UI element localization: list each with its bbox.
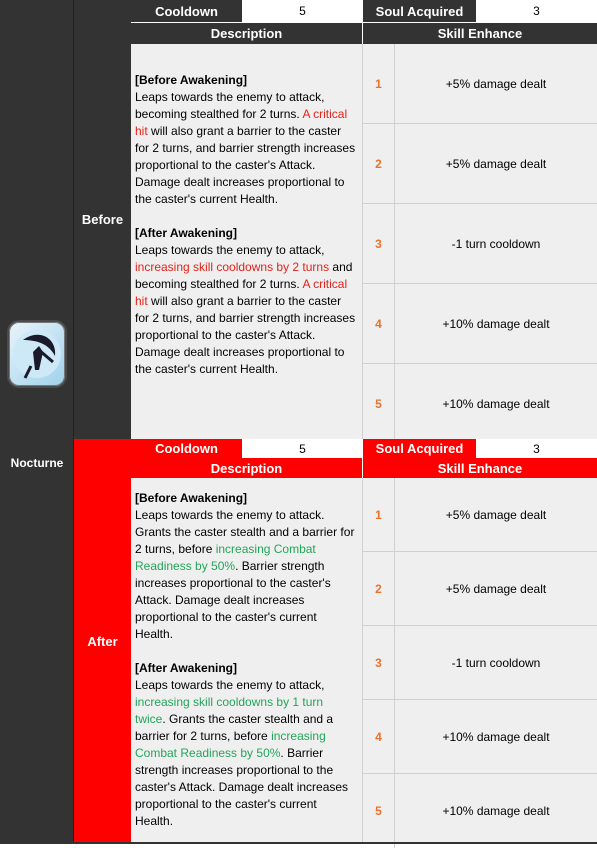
description-text [131,478,363,844]
cooldown-value: 5 [242,0,363,22]
soul-acquired-value: 3 [476,0,597,22]
before-awakening-text: Leaps towards the enemy to attack, becoming stealthed for 2 turns. A critical hit will also grant a barrier to the caster for 2 turns, and barrier strength increases proportional to the caster's Attack. Damage dealt increases proportional to the caster's current Health. [135,90,356,206]
enhance-effect: +5% damage dealt [445,156,547,171]
nocturne-hero-icon [7,320,67,388]
after-awakening-heading: [After Awakening] [135,226,238,240]
section-label-after: After [74,439,131,844]
enhance-row [363,700,597,774]
before-awakening-text: Leaps towards the enemy to attack. Grants the caster stealth and a barrier for 2 turns, before increasing Combat Readiness by 50%. Barrier strength increases proportional to the caster's Attack. Damage dealt increases proportional to the caster's current Health. [135,508,355,641]
enhance-row [363,774,597,848]
enhance-level: 4 [363,700,395,773]
enhance-level: 1 [363,44,395,123]
cooldown-header: Cooldown [131,439,242,458]
before-awakening-heading: [Before Awakening] [135,491,248,505]
soul-acquired-header: Soul Acquired [363,439,476,458]
soul-acquired-value: 3 [476,439,597,458]
soul-acquired-header: Soul Acquired [363,0,476,22]
cooldown-value: 5 [242,439,363,458]
before-awakening-heading: [Before Awakening] [135,73,248,87]
description-header: Description [131,458,363,478]
description-text [131,44,363,439]
enhance-level: 1 [363,478,395,551]
enhance-effect: +10% damage dealt [442,729,550,744]
after-awakening-text: Leaps towards the enemy to attack, increasing skill cooldowns by 1 turn twice. Grants the caster stealth and a barrier for 2 turns, before increasing Combat Readiness by 50%. Barrier strength increases proportional to the caster's Attack. Damage dealt increases proportional to the caster's current Health. [135,678,349,828]
enhance-effect: +10% damage dealt [442,804,550,818]
enhance-effect: +5% damage dealt [445,76,547,91]
after-awakening-heading: [After Awakening] [135,661,238,675]
cooldown-header: Cooldown [131,0,242,22]
description-header: Description [131,23,363,44]
enhance-level: 3 [363,204,395,283]
enhance-effect: +10% damage dealt [442,316,550,331]
skill-enhance-list [363,44,597,439]
enhance-level: 2 [363,552,395,625]
section-label-before: Before [74,0,131,439]
enhance-effect: -1 turn cooldown [451,655,541,670]
enhance-effect: +10% damage dealt [442,396,550,411]
enhance-level: 2 [363,124,395,203]
enhance-level: 3 [363,626,395,699]
enhance-level: 4 [363,284,395,363]
enhance-level: 5 [363,774,395,848]
after-awakening-text: Leaps towards the enemy to attack, increasing skill cooldowns by 2 turns and becoming stealthed for 2 turns. A critical hit will also grant a barrier to the caster for 2 turns, and barrier strength increases proportional to the caster's Attack. Damage dealt increases proportional to the caster's current Health. [135,243,356,376]
enhance-row [363,478,597,552]
enhance-effect: +5% damage dealt [445,507,547,522]
enhance-row [363,124,597,204]
enhance-level: 5 [363,364,395,443]
skill-enhance-list [363,478,597,844]
skill-enhance-header: Skill Enhance [363,23,597,44]
enhance-row [363,364,597,443]
hero-name: Nocturne [10,456,64,470]
enhance-row [363,284,597,364]
hero-column [0,0,74,844]
enhance-row [363,204,597,284]
enhance-effect: +5% damage dealt [445,581,547,596]
enhance-row [363,626,597,700]
enhance-row [363,44,597,124]
skill-enhance-header: Skill Enhance [363,458,597,478]
enhance-row [363,552,597,626]
enhance-effect: -1 turn cooldown [451,236,541,251]
